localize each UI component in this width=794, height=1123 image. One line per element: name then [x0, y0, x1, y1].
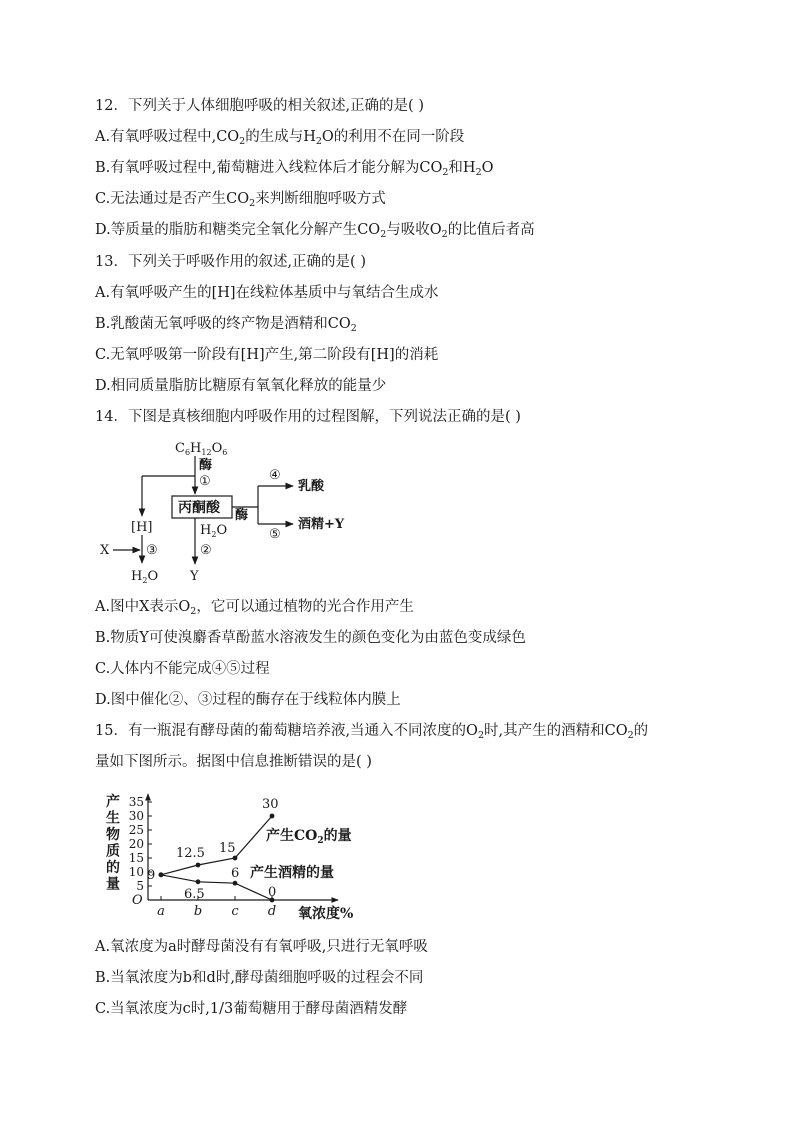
x-label: X — [100, 543, 110, 558]
chart-xlabel: 氧浓度% — [298, 906, 354, 922]
co2-data-label: 12.5 — [176, 846, 205, 861]
lactic-acid-label: 乳酸 — [298, 479, 325, 494]
pyruvate-label: 丙酮酸 — [178, 500, 220, 516]
axis-origin: O — [132, 893, 143, 908]
q15-stem-line1: 15．有一瓶混有酵母菌的葡萄糖培养液,当通入不同浓度的$O_2$时,其产生的酒精和$CO_2$的 — [95, 723, 649, 741]
alcohol-data-label: 6.5 — [184, 886, 205, 902]
alcohol-point — [159, 872, 164, 877]
y-tick-label: 5 — [136, 879, 144, 893]
alcohol-data-label: 6 — [231, 866, 240, 882]
x-tick-label: d — [267, 904, 277, 919]
series-label-co2: 产生$CO_2$的量 — [266, 828, 352, 846]
step-3-label: ③ — [146, 543, 158, 558]
q15-option-a: A.氧浓度为a时酵母菌没有有氧呼吸,只进行无氧呼吸 — [95, 939, 428, 955]
y-tick-label: 25 — [128, 823, 144, 837]
q14-option-a: A.图中X表示$O_2$，它可以通过植物的光合作用产生 — [95, 599, 414, 617]
h-label: [H] — [131, 520, 153, 535]
step-1-label: ① — [199, 474, 211, 489]
q13-stem: 13．下列关于呼吸作用的叙述,正确的是( ) — [95, 254, 366, 270]
co2-point — [270, 814, 275, 819]
q12-option-c: C.无法通过是否产生$CO_2$来判断细胞呼吸方式 — [95, 191, 386, 209]
co2-data-label: 30 — [262, 797, 279, 812]
y-tick-label: 35 — [128, 795, 144, 809]
q12-option-d: D.等质量的脂肪和糖类完全氧化分解产生$CO_2$与吸收$O_2$的比值后者高 — [95, 222, 535, 240]
co2-point — [233, 856, 238, 861]
q13-option-b: B.乳酸菌无氧呼吸的终产物是酒精和$CO_2$ — [95, 316, 357, 334]
series-label-alcohol: 产生酒精的量 — [250, 865, 334, 881]
q14-option-d: D.图中催化②、③过程的酶存在于线粒体内膜上 — [95, 692, 401, 708]
x-tick-label: a — [157, 904, 165, 919]
glucose-label: $C_6H_{12}O_6$ — [175, 441, 228, 457]
alcohol-point — [196, 879, 201, 884]
enzyme-label-right: 酶 — [235, 508, 249, 523]
co2-data-label: 9 — [147, 867, 156, 883]
respiration-diagram — [95, 436, 355, 586]
step-4-label: ④ — [269, 468, 281, 483]
alcohol-data-label: 0 — [268, 885, 277, 900]
q12-option-b: B.有氧呼吸过程中,葡萄糖进入线粒体后才能分解为$CO_2$和$H_2O$ — [95, 160, 494, 178]
x-tick-label: c — [231, 904, 239, 919]
co2-point — [196, 863, 201, 868]
water-out-label: $H_2O$ — [131, 569, 159, 585]
chart-ylabel: 产生物质的量 — [106, 794, 120, 893]
co2-data-label: 15 — [219, 841, 236, 856]
water-in-label: $H_2O$ — [200, 523, 228, 539]
q13-option-c: C.无氧呼吸第一阶段有[H]产生,第二阶段有[H]的消耗 — [95, 347, 439, 363]
step-2-label: ② — [200, 543, 212, 558]
step-5-label: ⑤ — [269, 527, 281, 542]
q13-option-d: D.相同质量脂肪比糖原有氧氧化释放的能量少 — [95, 378, 387, 394]
o2-concentration-chart — [98, 788, 378, 923]
q14-option-b: B.物质Y可使溴麝香草酚蓝水溶液发生的颜色变化为由蓝色变成绿色 — [95, 630, 526, 646]
q15-option-c: C.当氧浓度为c时,1/3葡萄糖用于酵母菌酒精发酵 — [95, 1001, 408, 1017]
q15-option-b: B.当氧浓度为b和d时,酵母菌细胞呼吸的过程会不同 — [95, 970, 424, 986]
y-tick-label: 15 — [128, 851, 144, 865]
alcohol-y-label: 酒精+Y — [298, 517, 345, 532]
q15-stem-line2: 量如下图所示。据图中信息推断错误的是( ) — [95, 754, 372, 770]
enzyme-label-top: 酶 — [199, 458, 213, 473]
q14-option-c: C.人体内不能完成④⑤过程 — [95, 661, 270, 677]
y-tick-label: 20 — [128, 837, 144, 851]
q12-stem: 12．下列关于人体细胞呼吸的相关叙述,正确的是( ) — [95, 98, 424, 114]
x-tick-label: b — [193, 904, 203, 919]
y-tick-label: 30 — [128, 809, 144, 823]
q13-option-a: A.有氧呼吸产生的[H]在线粒体基质中与氧结合生成水 — [95, 285, 439, 301]
q12-option-a: A.有氧呼吸过程中$,CO_2$的生成与$H_2O$的利用不在同一阶段 — [95, 129, 465, 147]
y-tick-label: 10 — [128, 865, 144, 879]
alcohol-point — [233, 881, 238, 886]
q14-stem: 14．下图是真核细胞内呼吸作用的过程图解，下列说法正确的是( ) — [95, 409, 521, 425]
y-label: Y — [190, 569, 199, 584]
